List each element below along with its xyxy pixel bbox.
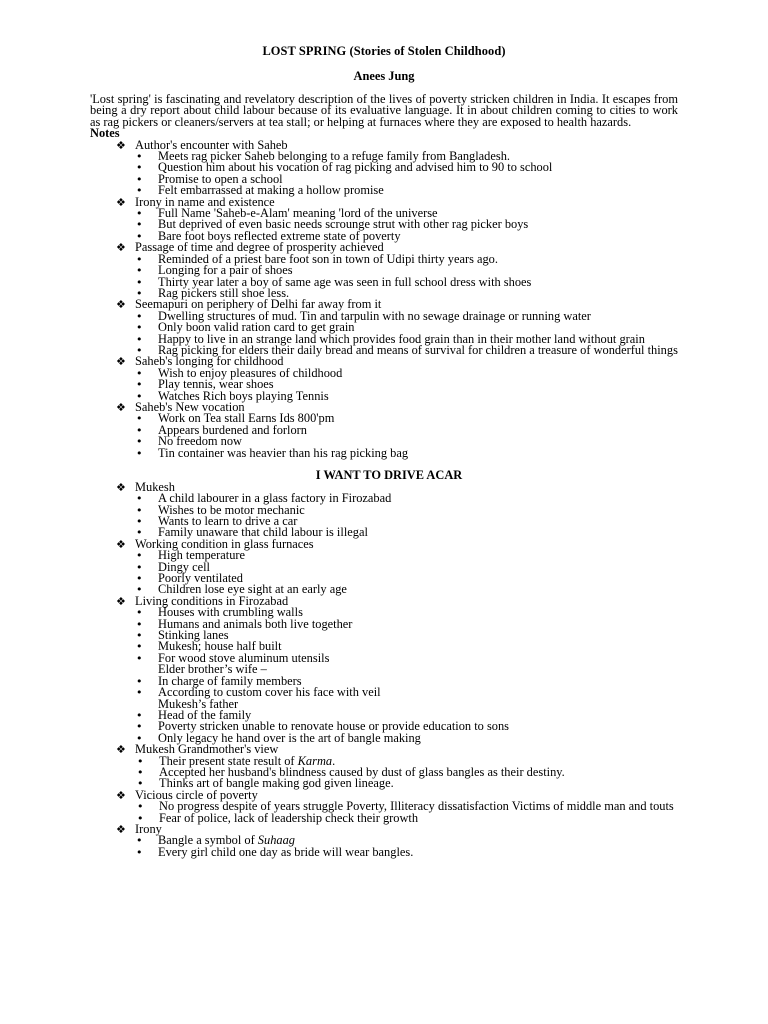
diamond-bullet-icon: ❖ — [116, 480, 126, 494]
topic-heading: Passage of time and degree of prosperity achieved — [135, 240, 384, 255]
bullet-icon: • — [136, 845, 143, 859]
sub-list — [135, 835, 678, 858]
item-text: No freedom now — [158, 434, 242, 449]
topic-working — [90, 536, 678, 597]
item-text: High temperature — [158, 548, 246, 563]
bullet-icon: • — [136, 583, 143, 597]
item-text: Appears burdened and forlorn — [158, 422, 307, 437]
topic-heading: Saheb's longing for childhood — [135, 354, 284, 369]
topic-grandmother — [90, 744, 678, 790]
item-text: Happy to live in an strange land which provides food grain than in their mother land without grain — [158, 331, 645, 346]
sub-list — [135, 151, 678, 197]
bullet-icon: • — [136, 343, 143, 357]
item-text: But deprived of even basic needs scrounge strut with other rag picker boys — [158, 217, 529, 232]
item-text: Tin container was heavier than his rag picking bag — [158, 445, 409, 460]
bullet-icon: • — [136, 218, 143, 232]
list-item — [135, 550, 678, 561]
topic-item — [90, 137, 678, 198]
item-text: Only boon valid ration card to get grain — [158, 320, 355, 335]
topic-living — [90, 593, 678, 745]
bullet-icon: • — [136, 526, 143, 540]
topic-mukesh — [90, 479, 678, 540]
bullet-icon: • — [136, 560, 143, 574]
item-text: Felt embarrassed at making a hollow promise — [158, 183, 384, 198]
item-text: Family unaware that child labour is illegal — [158, 525, 368, 540]
bullet-icon: • — [136, 207, 143, 221]
bullet-icon: • — [136, 184, 143, 198]
intro-paragraph: 'Lost spring' is fascinating and revelatory description of the lives of poverty stricken children in India. It escapes from being a dry report about child labour because of its evaluative language. It in about children coming to cities to work as rag pickers or cleaners/servers at tea stall; or helping at furnaces where they are exposed to health hazards. — [90, 92, 678, 129]
bullet-icon: • — [136, 651, 143, 665]
item-text: According to custom cover his face with veil — [158, 685, 381, 700]
topic-item — [90, 242, 678, 299]
bullet-icon: • — [136, 389, 143, 403]
item-text: Houses with crumbling walls — [158, 605, 303, 620]
bullet-icon: • — [136, 549, 143, 563]
diamond-bullet-icon: ❖ — [116, 298, 126, 312]
item-text: Wish to enjoy pleasures of childhood — [158, 365, 343, 380]
bullet-icon: • — [136, 446, 143, 460]
item-text: Work on Tea stall Earns Ids 800'pm — [158, 411, 335, 426]
diamond-bullet-icon: ❖ — [116, 537, 126, 551]
bullet-icon: • — [137, 754, 144, 768]
bullet-icon: • — [136, 617, 143, 631]
italic-term: Suhaag — [257, 833, 295, 848]
document-title: LOST SPRING (Stories of Stolen Childhood) — [262, 44, 506, 58]
diamond-bullet-icon: ❖ — [116, 195, 126, 209]
list-item — [135, 650, 678, 665]
sub-list — [135, 413, 678, 459]
list-item — [135, 445, 678, 460]
item-text: Poorly ventilated — [158, 571, 243, 586]
item-text: Thinks art of bangle making god given lineage. — [159, 776, 394, 791]
bullet-icon: • — [136, 412, 143, 426]
diamond-bullet-icon: ❖ — [116, 400, 126, 414]
item-text: For wood stove aluminum utensils — [158, 650, 330, 665]
section2-title: I WANT TO DRIVE ACAR — [315, 468, 463, 483]
sub-list — [135, 550, 678, 596]
topic-item — [90, 356, 678, 402]
item-text: Poverty stricken unable to renovate house or provide education to sons — [158, 719, 509, 734]
bullet-icon: • — [136, 720, 143, 734]
sub-list — [135, 493, 678, 539]
bullet-icon: • — [136, 150, 143, 164]
bullet-icon: • — [136, 161, 143, 175]
item-text: Dingy cell — [158, 559, 210, 574]
item-text: Watches Rich boys playing Tennis — [158, 388, 329, 403]
item-text: Wishes to be motor mechanic — [158, 502, 305, 517]
topic-vicious — [90, 787, 678, 825]
item-text: Promise to open a school — [158, 171, 283, 186]
sub-list — [135, 707, 678, 745]
bullet-icon: • — [136, 572, 143, 586]
diamond-bullet-icon: ❖ — [116, 355, 126, 369]
bullet-icon: • — [136, 435, 143, 449]
bullet-icon: • — [136, 275, 143, 289]
item-text: Full Name 'Saheb-e-Alam' meaning 'lord of the universe — [158, 206, 438, 221]
topic-heading: Seemapuri on periphery of Delhi far away from it — [135, 297, 382, 312]
topic-heading: Mukesh — [135, 479, 175, 494]
item-text: Every girl child one day as bride will wear bangles. — [158, 844, 414, 859]
diamond-bullet-icon: ❖ — [116, 822, 126, 836]
topic-heading: Irony — [135, 821, 162, 836]
sub-list — [135, 251, 678, 300]
bullet-icon: • — [136, 708, 143, 722]
diamond-bullet-icon: ❖ — [116, 594, 126, 608]
sub-list — [135, 208, 678, 242]
item-text: Children lose eye sight at an early age — [158, 582, 347, 597]
notes-heading: Notes — [90, 126, 120, 141]
item-text: Accepted her husband's blindness caused by dust of glass bangles as their destiny. — [159, 764, 565, 779]
item-text: Rag picking for elders their daily bread and means of survival for children a treasure of wonderful things — [158, 342, 678, 357]
item-text: Question him about his vocation of rag picking and advised him to 90 to school — [158, 160, 553, 175]
bullet-icon: • — [136, 378, 143, 392]
item-text: Humans and animals both live together — [158, 616, 353, 631]
list-item — [113, 810, 678, 825]
bullet-icon: • — [136, 834, 143, 848]
bullet-icon: • — [136, 229, 143, 243]
sub-list — [135, 308, 678, 357]
bullet-icon: • — [136, 629, 143, 643]
topic-heading: Vicious circle of poverty — [135, 787, 258, 802]
diamond-bullet-icon: ❖ — [116, 788, 126, 802]
item-text: Fear of police, lack of leadership check their growth — [159, 810, 419, 825]
bullet-icon: • — [136, 286, 143, 300]
plain-line: Elder brother’s wife – — [158, 662, 267, 677]
bullet-icon: • — [136, 321, 143, 335]
italic-term: Karma — [297, 753, 333, 768]
item-text: No progress despite of years struggle Poverty, Illiteracy dissatisfaction Victims of middle man and touts — [159, 799, 674, 814]
bullet-icon: • — [136, 492, 143, 506]
sub-list — [135, 801, 678, 824]
item-text: Thirty year later a boy of same age was seen in full school dress with shoes — [158, 274, 532, 289]
item-text: In charge of family members — [158, 673, 302, 688]
item-text: Reminded of a priest bare foot son in town of Udipi thirty years ago. — [158, 251, 498, 266]
bullet-icon: • — [136, 172, 143, 186]
item-text: Head of the family — [158, 707, 252, 722]
topic-heading: Working condition in glass furnaces — [135, 536, 314, 551]
bullet-icon: • — [137, 811, 144, 825]
item-text: Only legacy he hand over is the art of bangle making — [158, 730, 421, 745]
bullet-icon: • — [136, 515, 143, 529]
item-text: Wants to learn to drive a car — [158, 514, 298, 529]
topic-item — [90, 194, 678, 243]
diamond-bullet-icon: ❖ — [116, 743, 126, 757]
diamond-bullet-icon: ❖ — [116, 138, 126, 152]
plain-line: Mukesh’s father — [158, 696, 239, 711]
bullet-icon: • — [136, 264, 143, 278]
topic-heading: Mukesh Grandmother's view — [135, 742, 279, 757]
topic-irony — [90, 821, 678, 859]
bullet-icon: • — [137, 777, 144, 791]
topic-heading: Saheb's New vocation — [135, 399, 245, 414]
item-text: Their present state result of — [159, 753, 298, 768]
bullet-icon: • — [136, 503, 143, 517]
item-text: Mukesh; house half built — [158, 639, 282, 654]
bullet-icon: • — [136, 332, 143, 346]
bullet-icon: • — [136, 731, 143, 745]
topic-heading: Author's encounter with Saheb — [135, 137, 288, 152]
bullet-icon: • — [137, 765, 144, 779]
bullet-icon: • — [137, 800, 144, 814]
item-text: Rag pickers still shoe less. — [158, 285, 290, 300]
bullet-icon: • — [136, 366, 143, 380]
bullet-icon: • — [136, 309, 143, 323]
sub-list — [135, 753, 678, 791]
bullet-icon: • — [136, 606, 143, 620]
list-item — [135, 687, 678, 698]
document-page — [90, 44, 678, 858]
topic-item — [90, 299, 678, 356]
bullet-icon: • — [136, 686, 143, 700]
section1-list — [90, 137, 678, 460]
bullet-icon: • — [136, 423, 143, 437]
sub-list — [135, 365, 678, 403]
bullet-icon: • — [136, 674, 143, 688]
topic-heading: Irony in name and existence — [135, 194, 275, 209]
diamond-bullet-icon: ❖ — [116, 241, 126, 255]
item-text: Meets rag picker Saheb belonging to a refuge family from Bangladesh. — [158, 149, 510, 164]
list-item — [135, 844, 678, 859]
item-text: Longing for a pair of shoes — [158, 263, 293, 278]
bullet-icon: • — [136, 252, 143, 266]
item-text: Bare foot boys reflected extreme state of poverty — [158, 228, 401, 243]
topic-heading: Living conditions in Firozabad — [135, 593, 289, 608]
item-text-end: . — [332, 753, 336, 768]
item-text: Play tennis, wear shoes — [158, 377, 274, 392]
sub-list — [135, 673, 678, 700]
section2-list — [90, 479, 678, 859]
sub-list — [135, 607, 678, 664]
author-name: Anees Jung — [353, 69, 415, 83]
item-text: Dwelling structures of mud. Tin and tarpulin with no sewage drainage or running water — [158, 308, 591, 323]
topic-item — [90, 399, 678, 460]
item-text: Stinking lanes — [158, 628, 229, 643]
item-text: Bangle a symbol of — [158, 833, 258, 848]
item-text: A child labourer in a glass factory in Firozabad — [158, 491, 392, 506]
bullet-icon: • — [136, 640, 143, 654]
